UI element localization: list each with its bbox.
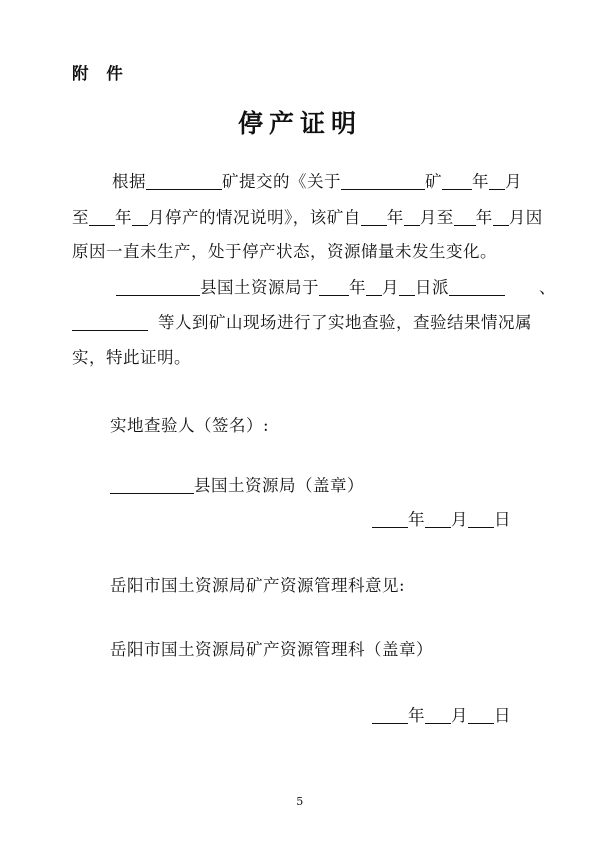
blank-field (404, 209, 420, 226)
blank-field (89, 209, 115, 226)
page-number: 5 (296, 795, 304, 808)
blank-field (110, 477, 194, 494)
para1-line2: 至 年 月停产的情况说明》，该矿自 年 月至 年 月因 (72, 208, 543, 227)
attachment-label: 附 件 (72, 64, 129, 83)
inspector-signature-label: 实地查验人（签名）: (110, 416, 270, 435)
opinion-label: 岳阳市国土资源局矿产资源管理科意见: (110, 576, 406, 595)
blank-field (372, 707, 408, 724)
blank-field (442, 173, 472, 190)
blank-field (72, 314, 148, 331)
page-title: 停产证明 (237, 109, 362, 138)
blank-field (449, 279, 505, 296)
blank-field (468, 511, 494, 528)
blank-field (425, 707, 451, 724)
para2-line3: 实，特此证明。 (72, 348, 191, 367)
department-seal-line: 岳阳市国土资源局矿产资源管理科（盖章） (110, 640, 433, 659)
county-seal-line: 县国土资源局（盖章） (110, 476, 364, 496)
blank-field (489, 173, 505, 190)
para2-line1: 县国土资源局于 年 月 日派 、 (116, 278, 556, 298)
blank-field (468, 707, 494, 724)
para1-line1: 根据 矿提交的《关于 矿 年 月 (112, 172, 522, 191)
blank-field (116, 279, 200, 296)
blank-field (454, 209, 476, 226)
blank-field (425, 511, 451, 528)
blank-field (361, 209, 387, 226)
blank-field (319, 279, 349, 296)
date-line-1: 年 月 日 (372, 510, 511, 530)
blank-field (146, 173, 222, 190)
blank-field (341, 173, 425, 190)
blank-field (372, 511, 408, 528)
date-line-2: 年 月 日 (372, 706, 511, 726)
blank-field (132, 209, 148, 226)
para2-line2: 等人到矿山现场进行了实地查验，查验结果情况属 (72, 313, 532, 333)
blank-field (493, 209, 509, 226)
para1-line3: 原因一直未生产，处于停产状态，资源储量未发生变化。 (72, 242, 497, 261)
blank-field (399, 279, 415, 296)
blank-field (366, 279, 382, 296)
